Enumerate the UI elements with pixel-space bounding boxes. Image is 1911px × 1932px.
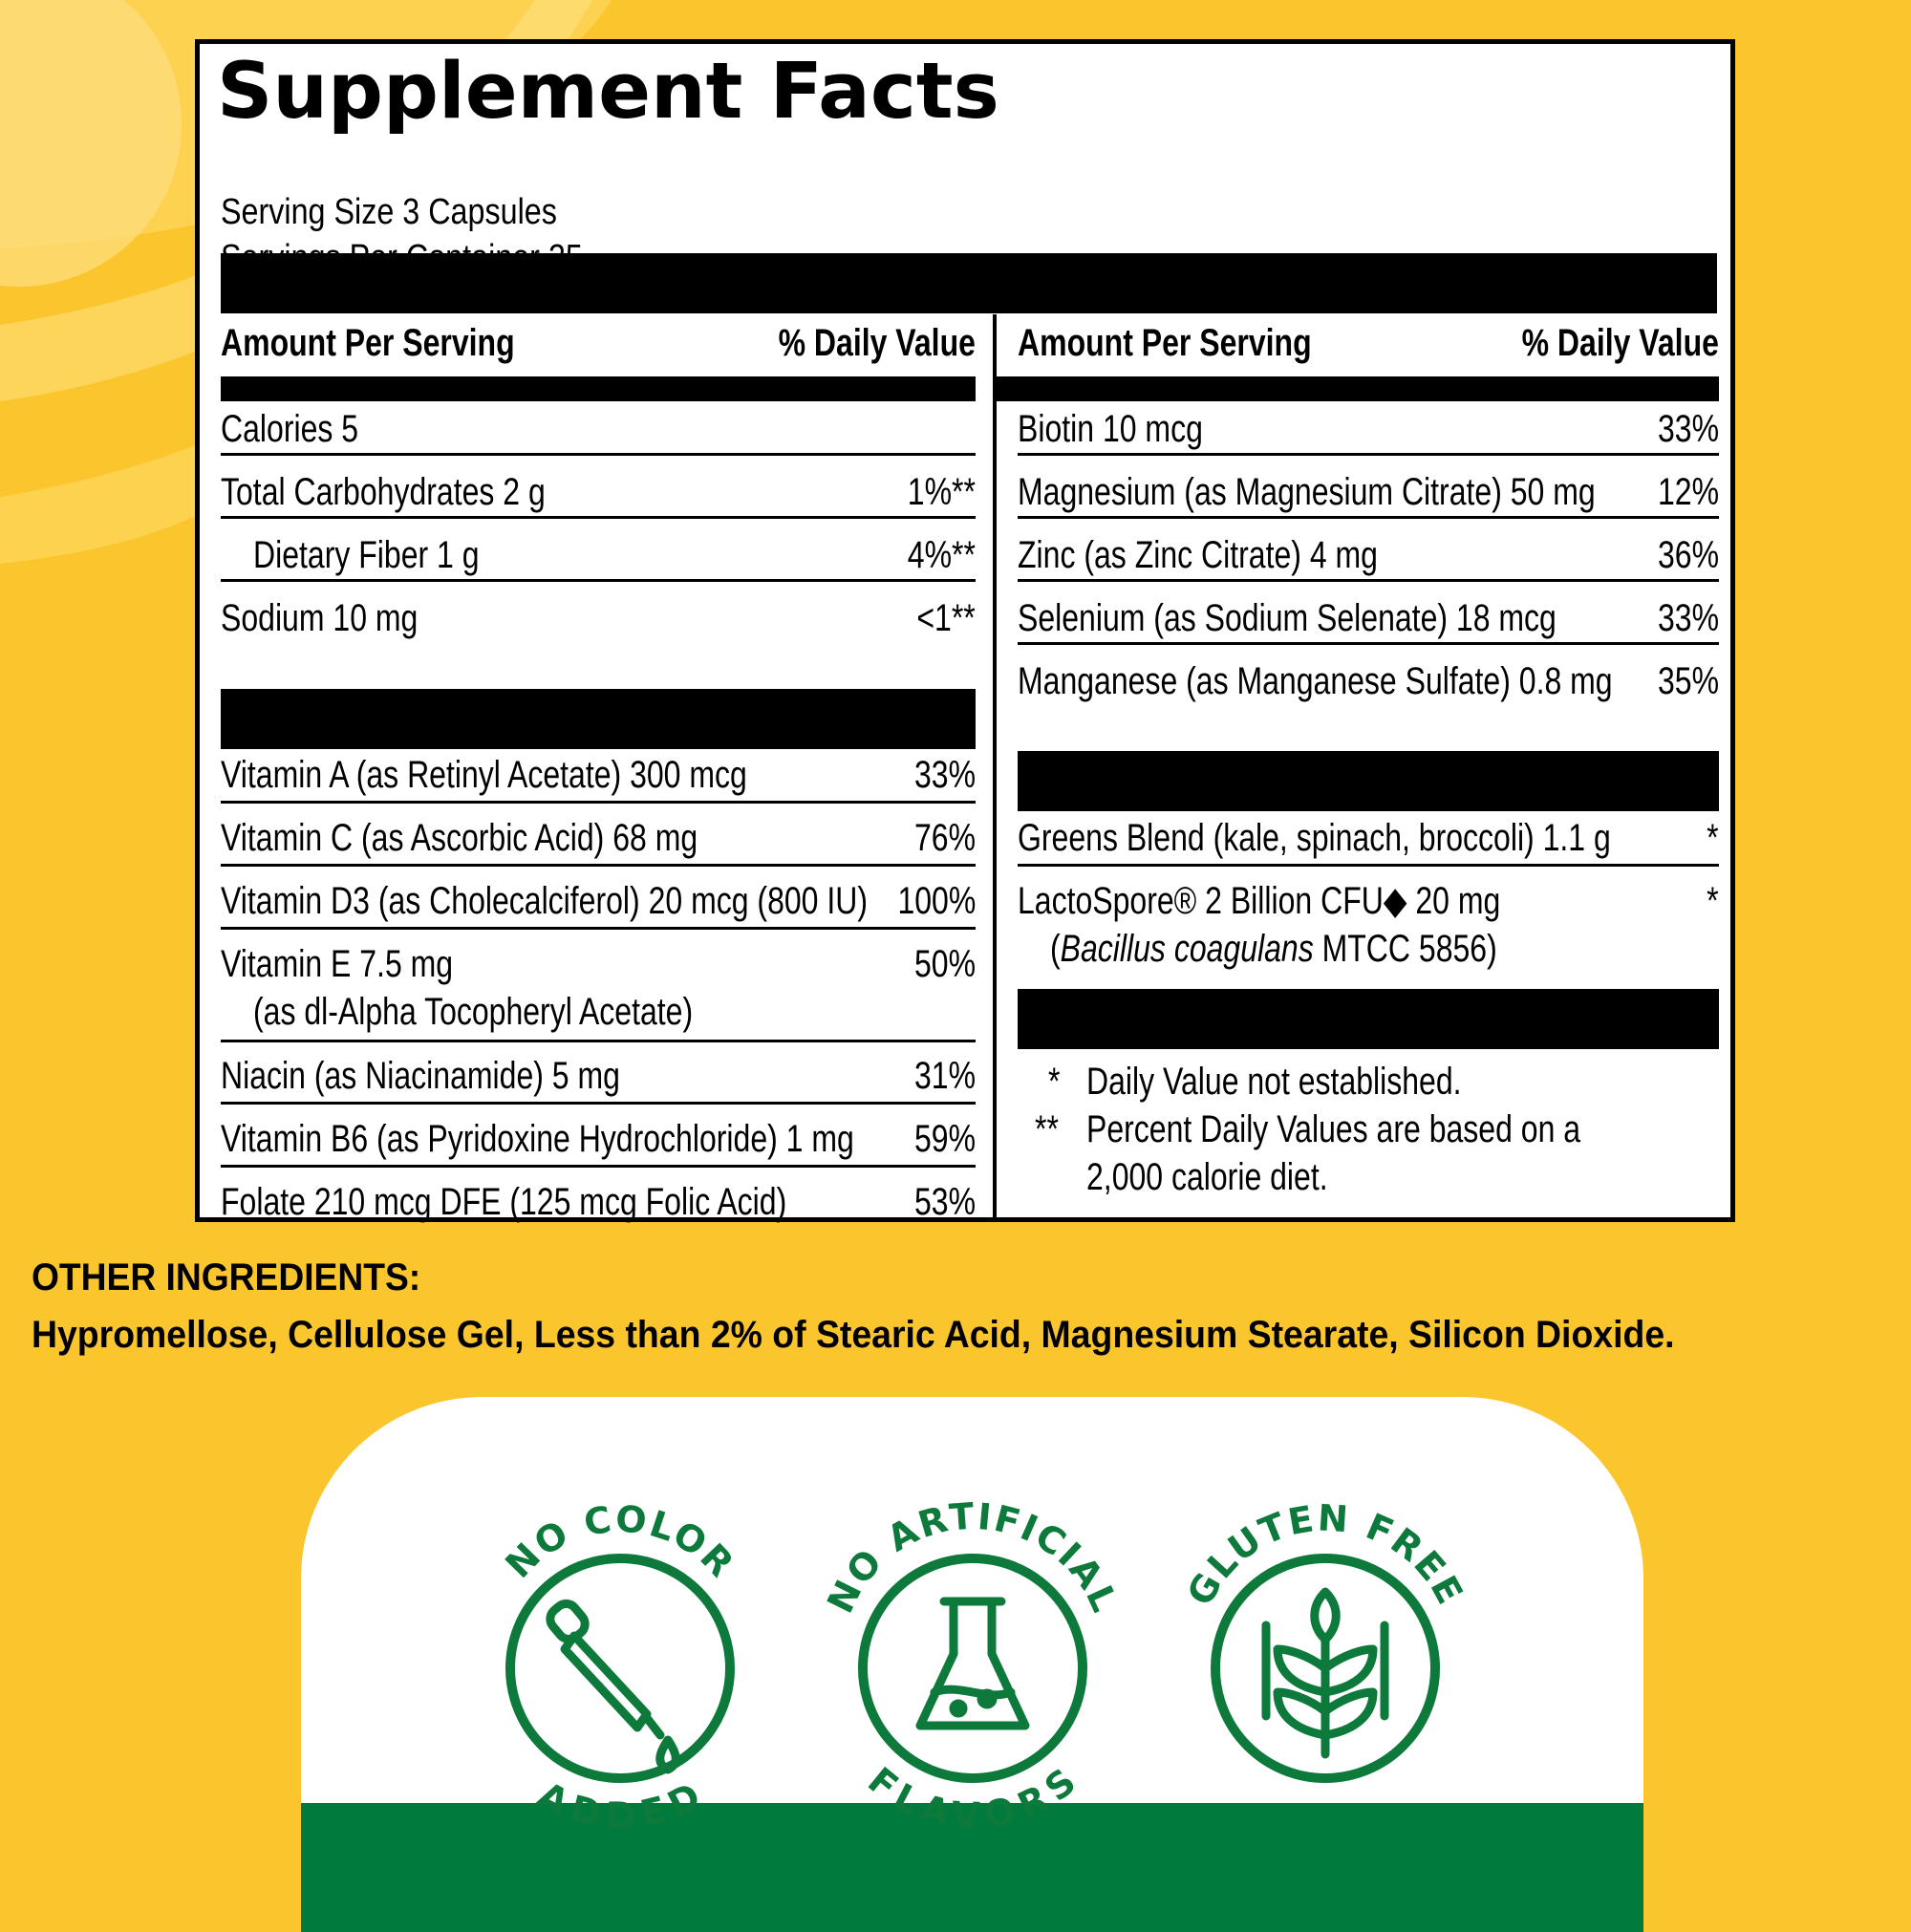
row-name: Manganese (as Manganese Sulfate) 0.8 mg bbox=[1018, 660, 1613, 702]
header-amount-left: Amount Per Serving bbox=[221, 322, 515, 364]
header-dv-left: % Daily Value bbox=[778, 322, 976, 364]
footnote-text: 2,000 calorie diet. bbox=[1086, 1156, 1328, 1198]
row-name: Vitamin E 7.5 mg bbox=[221, 943, 454, 985]
row-subtext bbox=[1050, 925, 1497, 973]
section-bar-left bbox=[221, 689, 976, 749]
row-name: Dietary Fiber 1 g bbox=[253, 534, 480, 576]
row-dv: * bbox=[1707, 817, 1719, 859]
svg-text:FLAVORS bbox=[860, 1759, 1084, 1837]
row-subtext: (as dl-Alpha Tocopheryl Acetate) bbox=[253, 991, 694, 1033]
row-name: Selenium (as Sodium Selenate) 18 mcg bbox=[1018, 597, 1557, 639]
badge-gluten-free bbox=[1178, 1449, 1472, 1773]
row-calories bbox=[221, 405, 976, 456]
row-dv: 59% bbox=[913, 1118, 976, 1160]
row-dv: 1%** bbox=[907, 471, 976, 513]
row-dv: 50% bbox=[913, 943, 976, 985]
row-vitamin-e bbox=[221, 940, 976, 1042]
header-dv-right: % Daily Value bbox=[1521, 322, 1719, 364]
row-name: Vitamin B6 (as Pyridoxine Hydrochloride) 1 mg bbox=[221, 1118, 854, 1160]
row-name: Zinc (as Zinc Citrate) 4 mg bbox=[1018, 534, 1378, 576]
row-manganese bbox=[1018, 657, 1719, 705]
row-dv: 33% bbox=[913, 754, 976, 796]
subtext-italic: Bacillus coagulans bbox=[1060, 928, 1314, 970]
row-dv: 33% bbox=[1657, 597, 1719, 639]
row-biotin bbox=[1018, 405, 1719, 456]
footnote-mark: ** bbox=[1035, 1108, 1059, 1150]
subtext-open: ( bbox=[1050, 928, 1061, 970]
badge-bottom-labels-1 bbox=[477, 1449, 763, 1869]
row-name: Greens Blend (kale, spinach, broccoli) 1.1 g bbox=[1018, 817, 1611, 859]
svg-text:ADDED bbox=[531, 1773, 709, 1836]
row-name: Sodium 10 mg bbox=[221, 597, 419, 639]
row-dv: 31% bbox=[913, 1055, 976, 1097]
subtext-rest: MTCC 5856) bbox=[1313, 928, 1497, 970]
footnote-text: Daily Value not established. bbox=[1086, 1061, 1462, 1103]
section-bar-right-2 bbox=[1018, 989, 1719, 1049]
badge-bottom-labels-2 bbox=[829, 1449, 1116, 1869]
row-dv: 100% bbox=[897, 880, 976, 922]
row-vitamin-b6 bbox=[221, 1115, 976, 1168]
badge-top-text: GLUTEN FREE bbox=[1178, 1496, 1472, 1613]
column-divider bbox=[993, 314, 997, 1217]
row-dv: 76% bbox=[913, 817, 976, 859]
row-lactospore bbox=[1018, 877, 1719, 977]
header-bar bbox=[221, 253, 1717, 313]
supplement-facts-panel bbox=[195, 39, 1735, 1222]
row-name: Biotin 10 mcg bbox=[1018, 408, 1203, 450]
badge-bottom-text: ADDED bbox=[530, 1773, 709, 1837]
section-bar-right-1 bbox=[1018, 751, 1719, 811]
wheat-icon bbox=[1266, 1592, 1385, 1754]
row-greens-blend bbox=[1018, 814, 1719, 867]
row-dv: 4%** bbox=[907, 534, 976, 576]
row-dv: 12% bbox=[1657, 471, 1719, 513]
header-underline-right bbox=[997, 376, 1719, 401]
row-dv: * bbox=[1707, 880, 1719, 922]
badge-top-text: NO ARTIFICIAL bbox=[819, 1494, 1127, 1620]
row-name: Folate 210 mcg DFE (125 mcg Folic Acid) bbox=[221, 1181, 787, 1223]
row-dv: 33% bbox=[1657, 408, 1719, 450]
row-niacin bbox=[221, 1052, 976, 1105]
row-dv: 36% bbox=[1657, 534, 1719, 576]
facts-title: Supplement Facts bbox=[217, 47, 999, 137]
row-name: Niacin (as Niacinamide) 5 mg bbox=[221, 1055, 620, 1097]
badge-top-text: NO COLOR bbox=[497, 1497, 743, 1587]
header-amount-right: Amount Per Serving bbox=[1018, 322, 1312, 364]
row-vitamin-d3 bbox=[221, 877, 976, 930]
row-dv: 53% bbox=[913, 1181, 976, 1223]
row-name: Magnesium (as Magnesium Citrate) 50 mg bbox=[1018, 471, 1596, 513]
row-selenium bbox=[1018, 594, 1719, 645]
badge-bottom-text: FLAVORS bbox=[860, 1759, 1085, 1837]
row-vitamin-c bbox=[221, 814, 976, 867]
row-name: Total Carbohydrates 2 g bbox=[221, 471, 546, 513]
serving-size: Serving Size 3 Capsules bbox=[221, 192, 557, 232]
row-zinc bbox=[1018, 531, 1719, 582]
row-dv: <1** bbox=[916, 597, 976, 639]
row-name: Calories 5 bbox=[221, 408, 359, 450]
row-carbohydrates bbox=[221, 468, 976, 519]
row-name: Vitamin D3 (as Cholecalciferol) 20 mcg (800 IU) bbox=[221, 880, 868, 922]
header-underline-left bbox=[221, 376, 976, 401]
row-dietary-fiber bbox=[221, 531, 976, 582]
left-column bbox=[221, 314, 976, 1223]
row-folate bbox=[221, 1178, 976, 1228]
other-ingredients-text: Hypromellose, Cellulose Gel, Less than 2% of Stearic Acid, Magnesium Stearate, Silicon Dioxide. bbox=[32, 1314, 1675, 1356]
row-vitamin-a bbox=[221, 751, 976, 804]
other-ingredients-label: OTHER INGREDIENTS: bbox=[32, 1256, 421, 1299]
row-sodium bbox=[221, 594, 976, 642]
row-magnesium bbox=[1018, 468, 1719, 519]
row-dv: 35% bbox=[1657, 660, 1719, 702]
row-name: Vitamin C (as Ascorbic Acid) 68 mg bbox=[221, 817, 698, 859]
footnote-text: Percent Daily Values are based on a bbox=[1086, 1108, 1581, 1150]
right-column bbox=[1018, 314, 1719, 1213]
footnote-mark: * bbox=[1048, 1061, 1061, 1103]
row-name: LactoSpore® 2 Billion CFU◆ 20 mg bbox=[1018, 880, 1501, 922]
row-name: Vitamin A (as Retinyl Acetate) 300 mcg bbox=[221, 754, 747, 796]
